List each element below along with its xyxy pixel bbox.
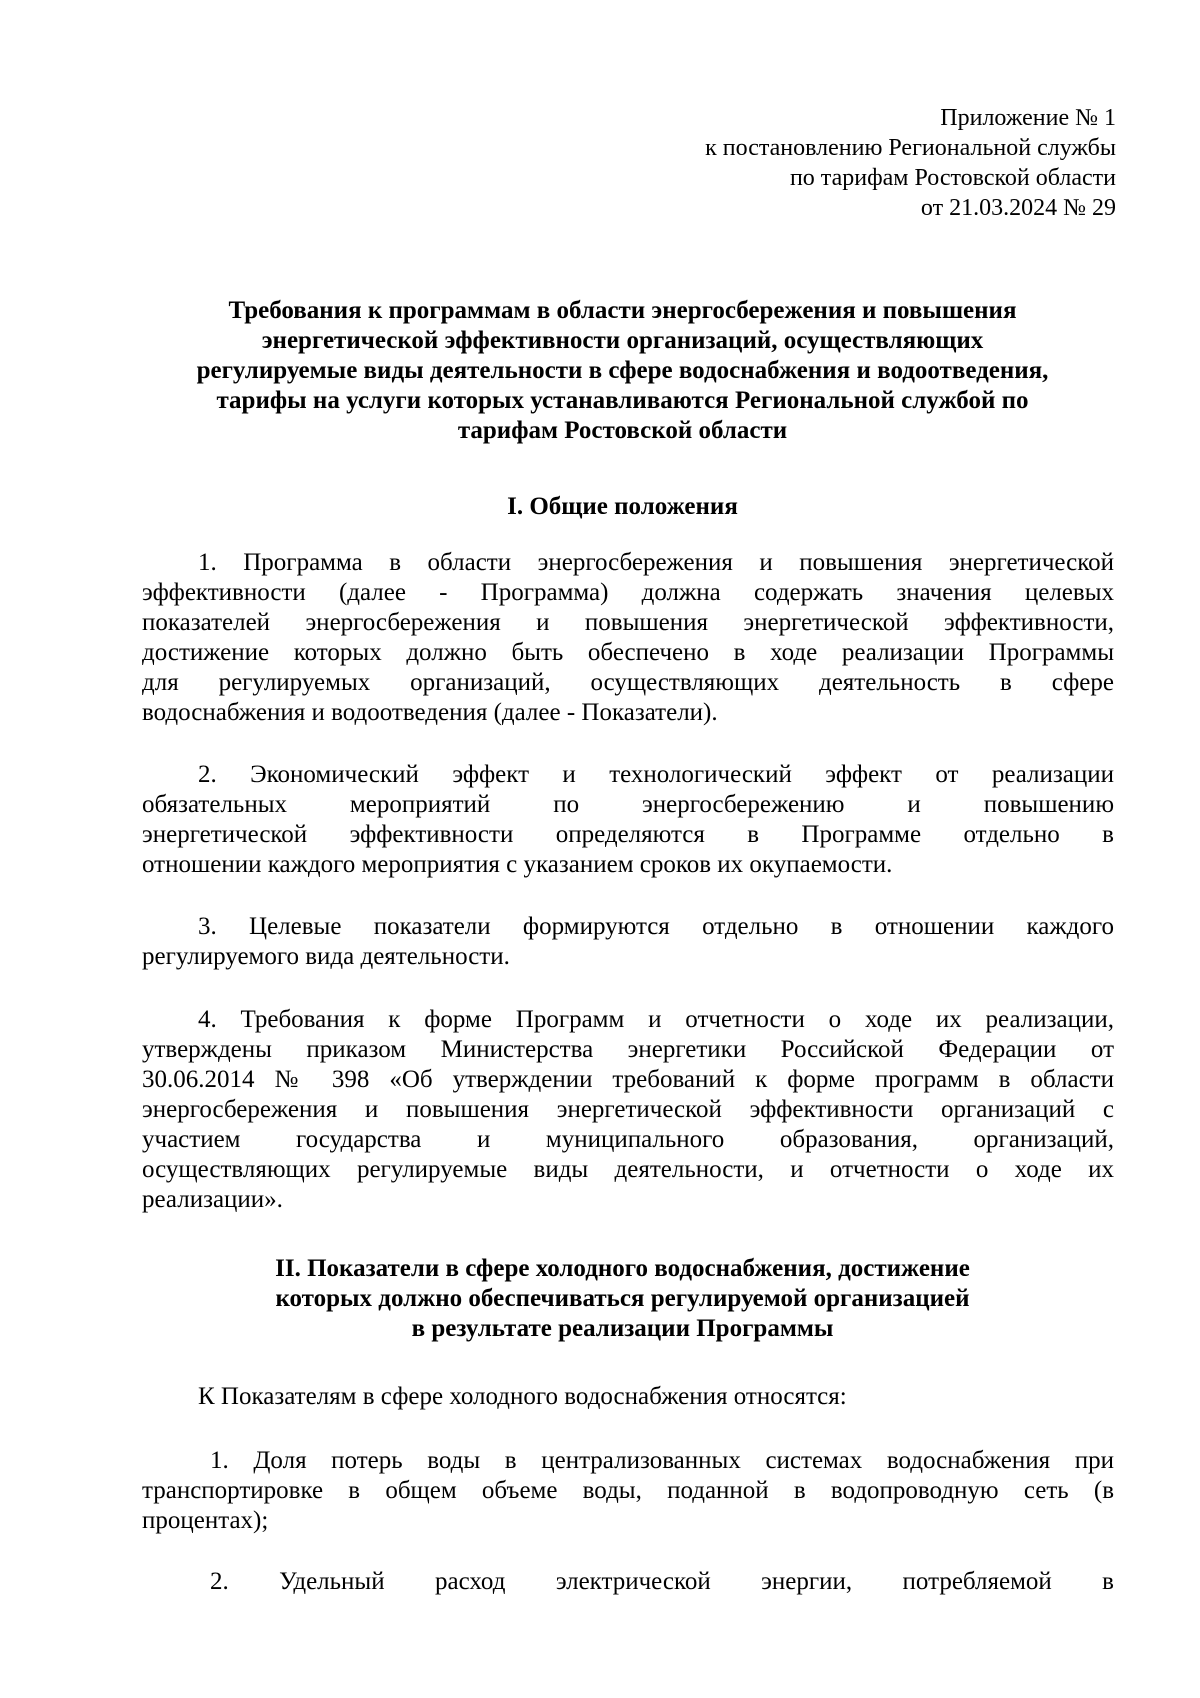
paragraph-line: энергосбережения и повышения энергетической эффективности организаций с <box>142 1096 1114 1123</box>
paragraph-line: 1. Программа в области энергосбережения и повышения энергетической <box>198 549 1114 576</box>
appendix-resolution: к постановлению Региональной службы <box>705 135 1116 161</box>
paragraph-line: энергетической эффективности определяются в Программе отдельно в <box>142 821 1114 848</box>
section-2-heading <box>140 1254 1105 1344</box>
appendix-header <box>705 103 1116 223</box>
indicator-item-2 <box>142 1567 1114 1597</box>
paragraph-line: показателей энергосбережения и повышения энергетической эффективности, <box>142 609 1114 636</box>
title-line: тарифам Ростовской области <box>457 417 788 444</box>
paragraph-line: участием государства и муниципального образования, организаций, <box>142 1126 1114 1153</box>
paragraph-line: для регулируемых организаций, осуществляющих деятельность в сфере <box>142 669 1114 696</box>
paragraph-line: К Показателям в сфере холодного водоснабжения относятся: <box>198 1383 847 1410</box>
section-2-intro <box>142 1382 1114 1412</box>
title-line: регулируемые виды деятельности в сфере водоснабжения и водоотведения, <box>196 357 1049 384</box>
paragraph-line: транспортировке в общем объеме воды, поданной в водопроводную сеть (в <box>142 1477 1114 1504</box>
paragraph-line: 3. Целевые показатели формируются отдельно в отношении каждого <box>198 913 1114 940</box>
paragraph-4 <box>142 1005 1114 1215</box>
paragraph-line: 2. Удельный расход электрической энергии, потребляемой в <box>210 1568 1114 1595</box>
indicator-item-1 <box>142 1446 1114 1536</box>
paragraph-line: 1. Доля потерь воды в централизованных системах водоснабжения при <box>210 1447 1114 1474</box>
paragraph-line: обязательных мероприятий по энергосбережению и повышению <box>142 791 1114 818</box>
title-line: энергетической эффективности организаций, осуществляющих <box>261 327 984 354</box>
paragraph-line: 30.06.2014 № 398 «Об утверждении требований к форме программ в области <box>142 1066 1114 1093</box>
appendix-date: от 21.03.2024 № 29 <box>920 195 1116 221</box>
paragraph-2 <box>142 760 1114 880</box>
title-line: Требования к программам в области энергосбережения и повышения <box>228 297 1017 324</box>
section-heading-line: которых должно обеспечиваться регулируемой организацией <box>275 1285 970 1312</box>
paragraph-line: регулируемого вида деятельности. <box>142 943 510 970</box>
paragraph-1 <box>142 548 1114 728</box>
paragraph-line: 2. Экономический эффект и технологический эффект от реализации <box>198 761 1114 788</box>
appendix-number: Приложение № 1 <box>940 105 1116 131</box>
paragraph-line: процентах); <box>142 1507 269 1534</box>
section-1-heading <box>140 492 1105 522</box>
paragraph-line: утверждены приказом Министерства энергетики Российской Федерации от <box>142 1036 1114 1063</box>
paragraph-line: осуществляющих регулируемые виды деятельности, и отчетности о ходе их <box>142 1156 1114 1183</box>
paragraph-line: 4. Требования к форме Программ и отчетности о ходе их реализации, <box>198 1006 1114 1033</box>
paragraph-line: достижение которых должно быть обеспечено в ходе реализации Программы <box>142 639 1114 666</box>
paragraph-line: эффективности (далее - Программа) должна содержать значения целевых <box>142 579 1114 606</box>
paragraph-line: водоснабжения и водоотведения (далее - Показатели). <box>142 699 718 726</box>
title-line: тарифы на услуги которых устанавливаются Региональной службой по <box>216 387 1029 414</box>
section-heading-line: в результате реализации Программы <box>411 1315 834 1342</box>
document-title <box>140 296 1105 446</box>
appendix-agency: по тарифам Ростовской области <box>789 165 1116 191</box>
section-heading-line: I. Общие положения <box>507 493 738 520</box>
paragraph-line: отношении каждого мероприятия с указанием сроков их окупаемости. <box>142 851 893 878</box>
paragraph-3 <box>142 912 1114 972</box>
paragraph-line: реализации». <box>142 1186 283 1213</box>
section-heading-line: II. Показатели в сфере холодного водоснабжения, достижение <box>275 1255 970 1282</box>
